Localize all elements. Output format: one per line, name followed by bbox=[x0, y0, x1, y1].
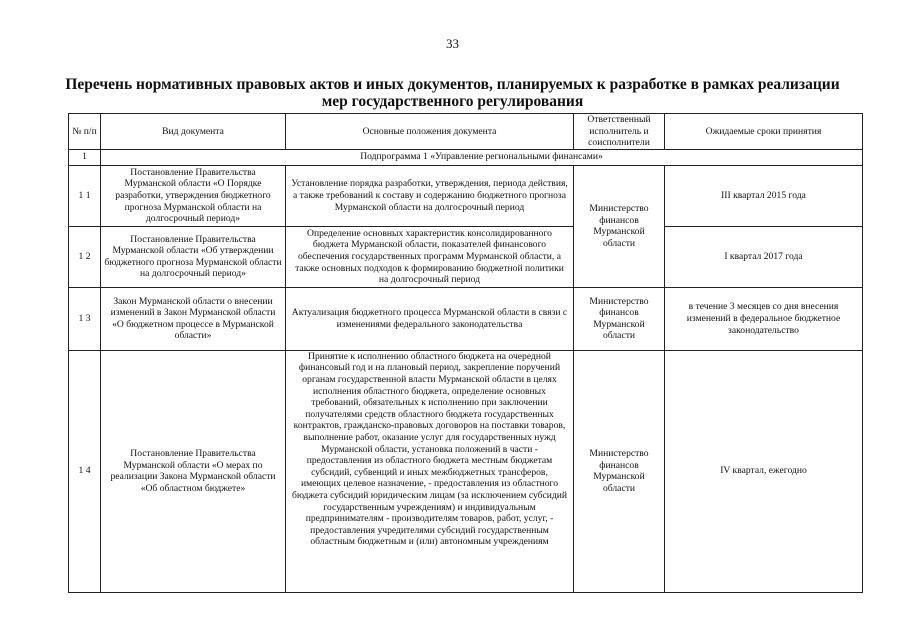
row-provisions: Определение основных характеристик консолидированного бюджета Мурманской области, показателей финансового обеспечения государственных программ Мурманской области, а также основных подходов к формированию бюджетной политики на долгосрочный период bbox=[286, 226, 574, 287]
row-term: в течение 3 месяцев со дня внесения изменений в федеральное бюджетное законодательство bbox=[665, 287, 863, 350]
row-num: 1 2 bbox=[69, 226, 101, 287]
title-line-2: мер государственного регулирования bbox=[321, 93, 584, 110]
subprogram-title: Подпрограмма 1 «Управление региональными финансами» bbox=[101, 149, 863, 165]
subprogram-num: 1 bbox=[69, 149, 101, 165]
row-doc-type: Закон Мурманской области о внесении изменений в Закон Мурманской области «О бюджетном процессе в Мурманской области» bbox=[101, 287, 286, 350]
document-title bbox=[40, 76, 865, 110]
documents-table bbox=[68, 113, 863, 593]
table-row bbox=[69, 350, 863, 592]
row-num: 1 3 bbox=[69, 287, 101, 350]
row-provisions: Установление порядка разработки, утверждения, периода действия, а также требований к составу и содержанию бюджетного прогноза Мурманской области на долгосрочный период bbox=[286, 165, 574, 226]
table-row bbox=[69, 287, 863, 350]
table-row bbox=[69, 165, 863, 226]
header-num: № п/п bbox=[69, 114, 101, 150]
header-terms: Ожидаемые сроки принятия bbox=[665, 114, 863, 150]
row-executor: Министерство финансов Мурманской области bbox=[574, 165, 665, 287]
header-doc-type: Вид документа bbox=[101, 114, 286, 150]
row-provisions: Принятие к исполнению областного бюджета на очередной финансовый год и на плановый период, закрепление поручений органам государственной власти Мурманской области в целях исполнения областного бюджета, определение основных требований, обязательных к исполнению при заключении получателями средств областного бюджета государственных контрактов, гражданско-правовых договоров на поставки товаров, выполнение работ, оказание услуг для государственных нужд Мурманской области, установка положений в части - предоставления из областного бюджета местным бюджетам субсидий, субвенций и иных межбюджетных трансферов, имеющих целевое назначение, - предоставления из областного бюджета субсидий юридическим лицам (за исключением субсидий государственным учреждениям) и индивидуальным предпринимателям - производителям товаров, работ, услуг, - предоставления учредителями субсидий государственным областным бюджетным и (или) автономным учреждениям bbox=[286, 350, 574, 592]
row-doc-type: Постановление Правительства Мурманской области «О Порядке разработки, утверждения бюджетного прогноза Мурманской области на долгосрочный период» bbox=[101, 165, 286, 226]
row-term: I квартал 2017 года bbox=[665, 226, 863, 287]
row-term: IV квартал, ежегодно bbox=[665, 350, 863, 592]
row-doc-type: Постановление Правительства Мурманской области «Об утверждении бюджетного прогноза Мурманской области на долгосрочный период» bbox=[101, 226, 286, 287]
page-number: 33 bbox=[446, 36, 459, 51]
table-row bbox=[69, 226, 863, 287]
row-num: 1 1 bbox=[69, 165, 101, 226]
row-provisions: Актуализация бюджетного процесса Мурманской области в связи с изменениями федерального законодательства bbox=[286, 287, 574, 350]
row-executor: Министерство финансов Мурманской области bbox=[574, 350, 665, 592]
row-num: 1 4 bbox=[69, 350, 101, 592]
row-executor: Министерство финансов Мурманской области bbox=[574, 287, 665, 350]
subprogram-row bbox=[69, 149, 863, 165]
header-provisions: Основные положения документа bbox=[286, 114, 574, 150]
header-row bbox=[69, 114, 863, 150]
header-executor: Ответственный исполнитель и соисполнители bbox=[574, 114, 665, 150]
row-doc-type: Постановление Правительства Мурманской области «О мерах по реализации Закона Мурманской области «Об областном бюджете» bbox=[101, 350, 286, 592]
row-term: III квартал 2015 года bbox=[665, 165, 863, 226]
title-line-1: Перечень нормативных правовых актов и иных документов, планируемых к разработке в рамках реализации bbox=[65, 76, 840, 93]
